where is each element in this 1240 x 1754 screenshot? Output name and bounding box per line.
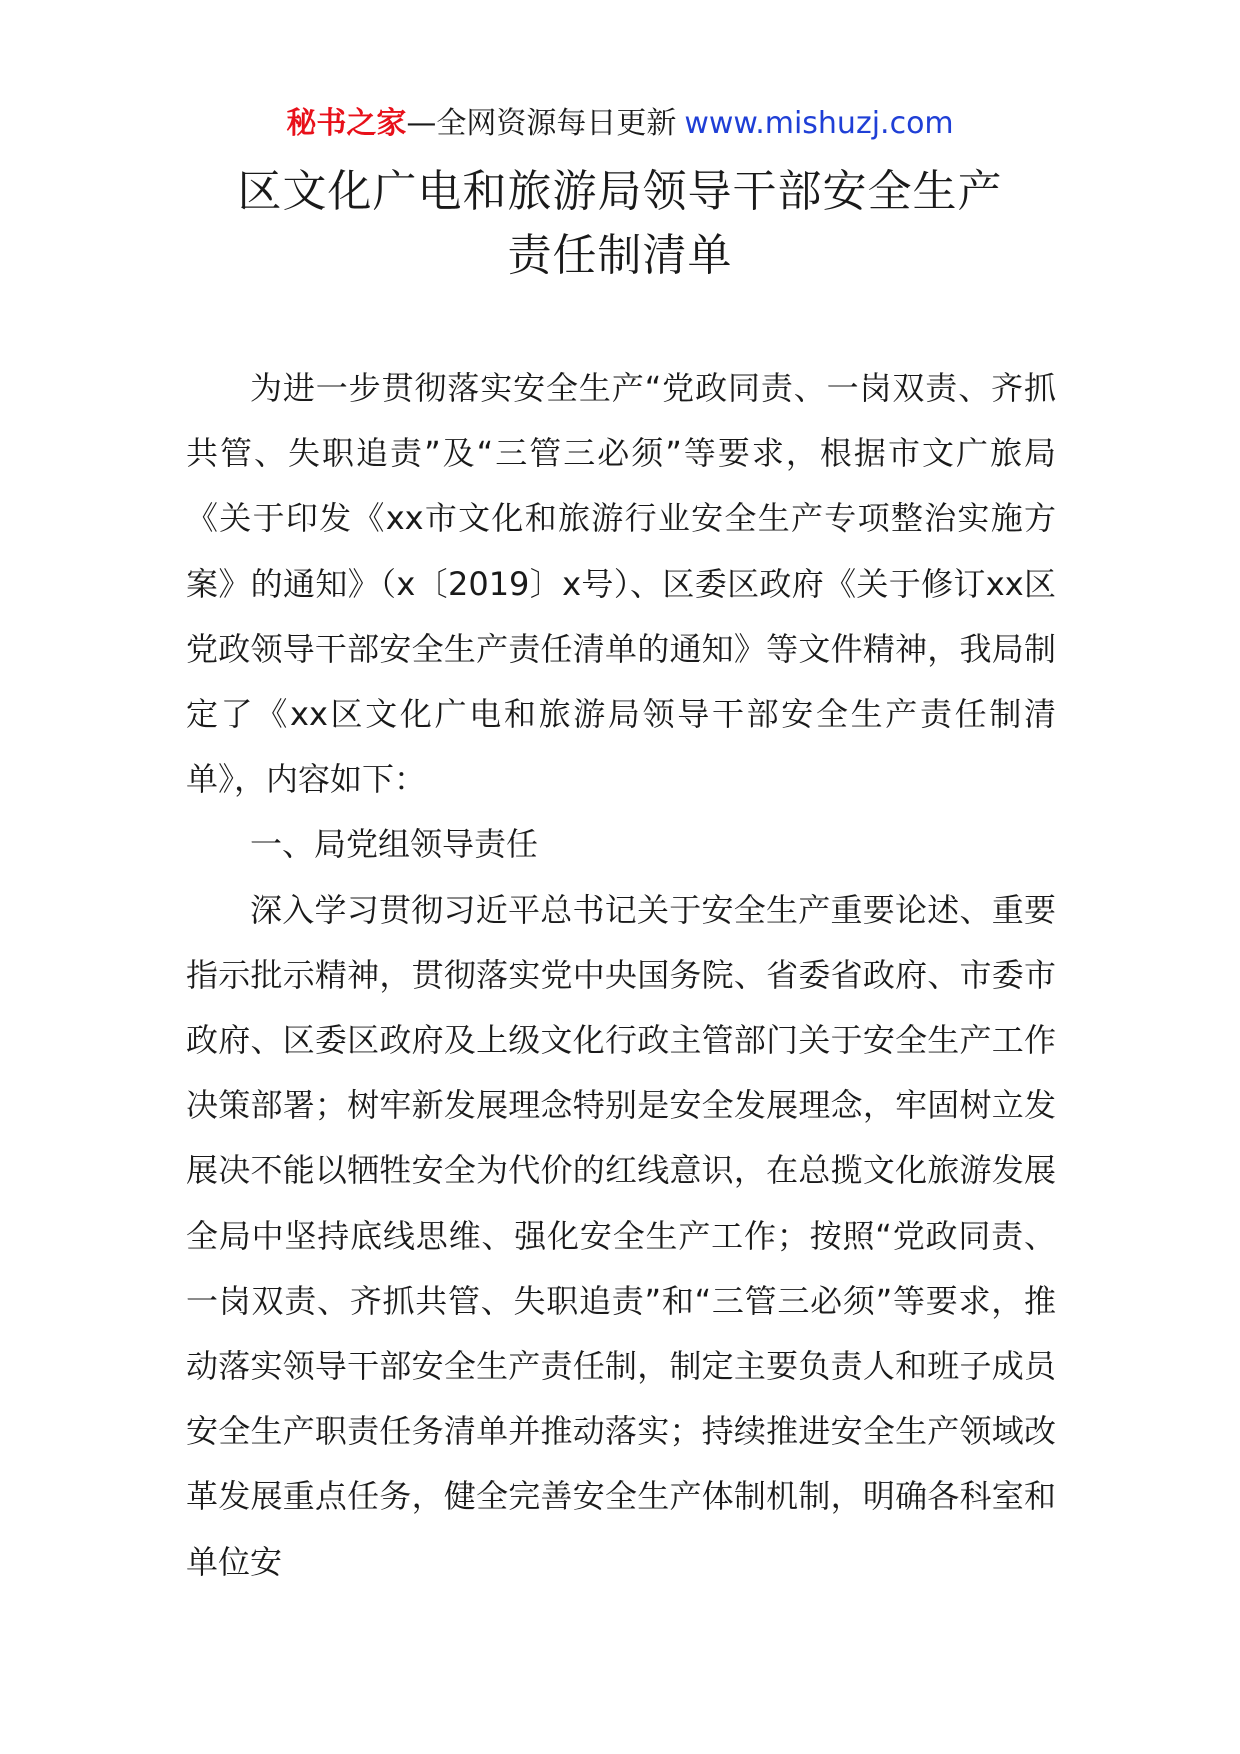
site-banner <box>0 102 1240 146</box>
site-url-link[interactable]: www.mishuzj.com <box>684 106 954 141</box>
brand-name: 秘书之家 <box>286 106 407 141</box>
title-line-2: 责任制清单 <box>507 230 733 281</box>
document-body <box>186 356 1056 1595</box>
document-title <box>0 160 1240 288</box>
section-heading: 一、局党组领导责任 <box>250 825 539 864</box>
intro-paragraph: 为进一步贯彻落实安全生产“党政同责、一岗双责、齐抓共管、失职追责”及“三管三必须”等要求，根据市文广旅局《关于印发《xx市文化和旅游行业安全生产专项整治实施方案》的通知》（x〔2019〕x号）、区委区政府《关于修订xx区党政领导干部安全生产责任清单的通知》等文件精神，我局制定了《xx区文化广电和旅游局领导干部安全生产责任制清单》，内容如下： <box>186 369 1056 799</box>
banner-tagline: —全网资源每日更新 <box>406 106 677 141</box>
section-paragraph: 深入学习贯彻习近平总书记关于安全生产重要论述、重要指示批示精神，贯彻落实党中央国务院、省委省政府、市委市政府、区委区政府及上级文化行政主管部门关于安全生产工作决策部署；树牢新发展理念特别是安全发展理念，牢固树立发展决不能以牺牲安全为代价的红线意识，在总揽文化旅游发展全局中坚持底线思维、强化安全生产工作；按照“党政同责、一岗双责、齐抓共管、失职追责”和“三管三必须”等要求，推动落实领导干部安全生产责任制，制定主要负责人和班子成员安全生产职责任务清单并推动落实；持续推进安全生产领域改革发展重点任务，健全完善安全生产体制机制，明确各科室和单位安 <box>186 890 1056 1581</box>
title-line-1: 区文化广电和旅游局领导干部安全生产 <box>237 166 1003 217</box>
